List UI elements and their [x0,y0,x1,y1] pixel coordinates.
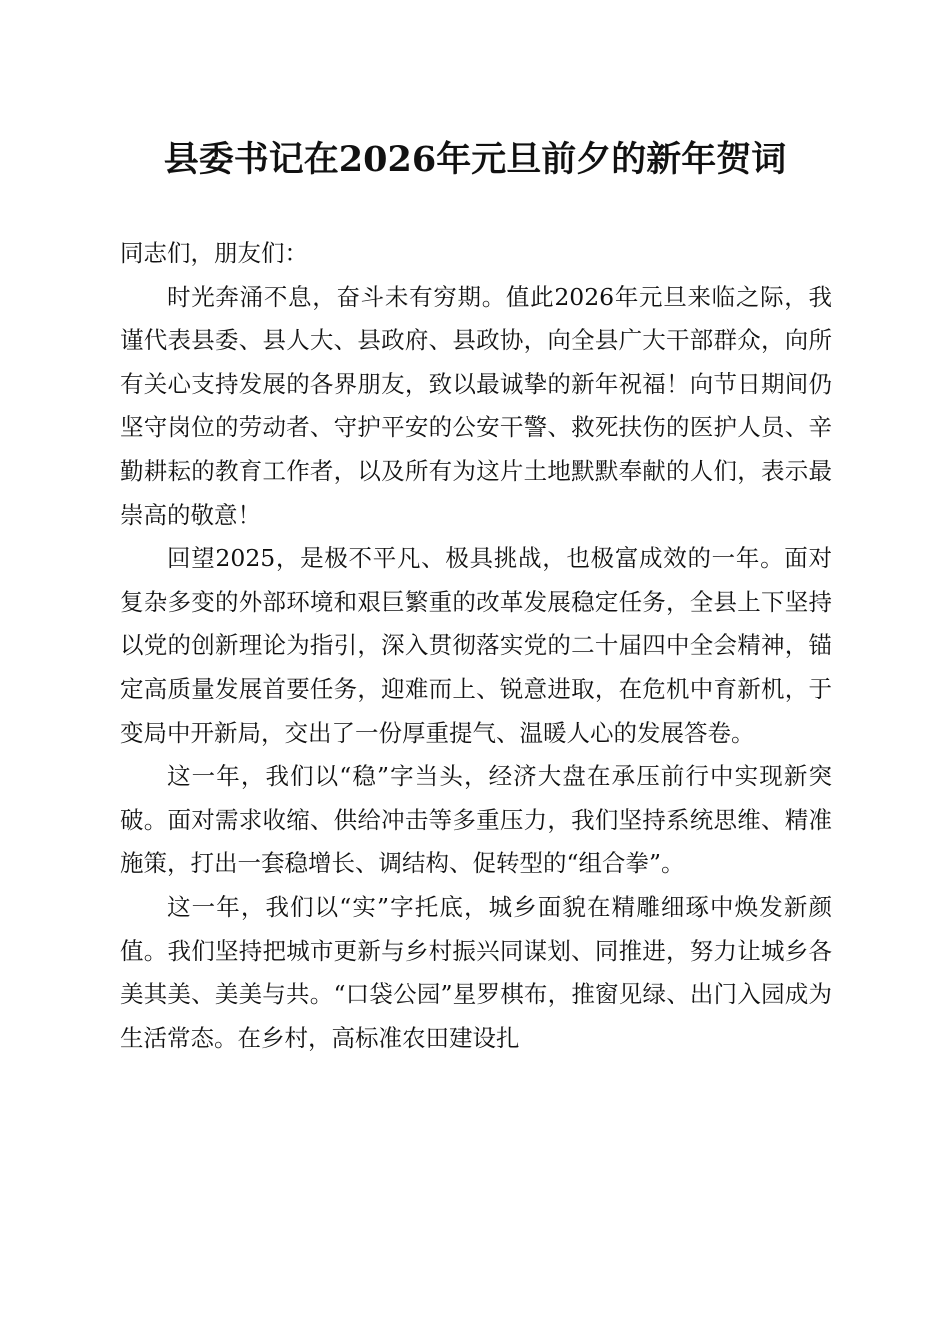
paragraph-greeting: 时光奔涌不息，奋斗未有穷期。值此2026年元旦来临之际，我谨代表县委、县人大、县政府、县政协，向全县广大干部群众，向所有关心支持发展的各界朋友，致以最诚挚的新年祝福！向节日期间仍坚守岗位的劳动者、守护平安的公安干警、救死扶伤的医护人员、辛勤耕耘的教育工作者，以及所有为这片土地默默奉献的人们，表示最崇高的敬意！ [120,282,832,529]
paragraph-economy: 这一年，我们以“稳”字当头，经济大盘在承压前行中实现新突破。面对需求收缩、供给冲击等多重压力，我们坚持系统思维、精准施策，打出一套稳增长、调结构、促转型的“组合拳”。 [120,762,832,878]
paragraph-urban-rural: 这一年，我们以“实”字托底，城乡面貌在精雕细琢中焕发新颜值。我们坚持把城市更新与乡村振兴同谋划、同推进，努力让城乡各美其美、美美与共。“口袋公园”星罗棋布，推窗见绿、出门入园成为生活常态。在乡村，高标准农田建设扎 [120,892,832,1052]
salutation: 同志们，朋友们： [120,239,308,267]
paragraph-review-2025: 回望2025，是极不平凡、极具挑战，也极富成效的一年。面对复杂多变的外部环境和艰巨繁重的改革发展稳定任务，全县上下坚持以党的创新理论为指引，深入贯彻落实党的二十届四中全会精神，锚定高质量发展首要任务，迎难而上、锐意进取，在危机中育新机，于变局中开新局，交出了一份厚重提气、温暖人心的发展答卷。 [120,544,832,747]
document-title: 县委书记在2026年元旦前夕的新年贺词 [163,139,787,180]
document-body [120,232,832,1060]
